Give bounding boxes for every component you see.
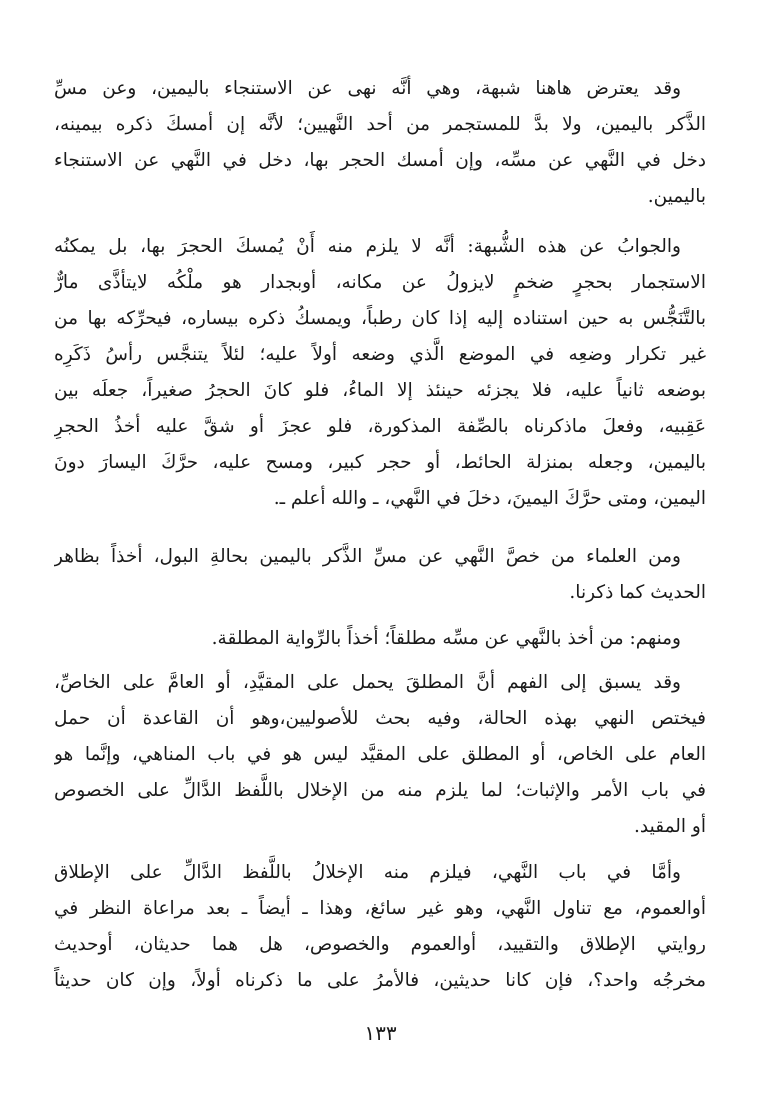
text-line: الذَّكر باليمين، ولا بدَّ للمستجمر من أحد النَّهيين؛ لأنَّه إن أمسكَ ذكره بيمينه، [54,114,706,135]
text-line: الاستجمار بحجرٍ ضخمٍ لايزولُ عن مكانه، أوبجدار هو ملْكُه لايتأذَّى مارٌّ [54,272,706,293]
text-line: العام على الخاص، أو المطلق على المقيَّد ليس هو في باب المناهي، وإنَّما هو [54,744,706,765]
text-line: دخل في النَّهي عن مسِّه، وإن أمسك الحجر بها، دخل في النَّهي عن الاستنجاء [54,150,706,171]
text-line: ومن العلماء من خصَّ النَّهي عن مسِّ الذَّكر باليمين بحالةِ البول، أخذاً بظاهر [54,546,681,567]
text-line: بالتَّنَجُّس به حين استناده إليه إذا كان رطباً، ويمسكُ ذكره بيساره، فيحرِّكه بها من [54,308,706,329]
text-line: وأمَّا في باب النَّهي، فيلزم منه الإخلالُ باللَّفظ الدَّالِّ على الإطلاق [54,862,681,883]
text-line: روايتي الإطلاق والتقييد، أوالعموم والخصوص، هل هما حديثان، أوحديث [54,934,706,955]
page-number: ١٣٣ [364,1021,397,1045]
text-line: اليمين، ومتى حرَّكَ اليمينَ، دخلَ في النَّهي، ـ والله أعلم ـ. [273,488,706,509]
text-line: عَقِبيه، وفعلَ ماذكرناه بالصِّفة المذكورة، فلو عجزَ أو شقَّ عليه أخذُ الحجرِ [54,416,706,437]
text-line: غير تكرار وضعِه في الموضع الَّذي وضعه أولاً عليه؛ لئلاً يتنجَّس رأسُ ذَكَرِه [54,344,706,365]
text-line: باليمين. [647,186,706,207]
text-line: والجوابُ عن هذه الشُّبهة: أنَّه لا يلزم منه أَنْ يُمسكَ الحجرَ بها، بل يمكنُه [54,236,681,257]
text-line: وقد يعترض هاهنا شبهة، وهي أنَّه نهى عن الاستنجاء باليمين، وعن مسِّ [54,78,681,99]
text-line: مخرجُه واحد؟، فإن كانا حديثين، فالأمرُ على ما ذكرناه أولاً، وإن كان حديثاً [54,970,706,991]
text-line: بوضعه ثانياً عليه، فلا يجزئه حينئذ إلا الماءُ، فلو كانَ الحجرُ صغيراً، جعلَه بين [54,380,706,401]
text-line: الحديث كما ذكرنا. [569,582,706,603]
text-line: أوالعموم، مع تناول النَّهي، وهو غير سائغ، وهذا ـ أيضاً ـ بعد مراعاة النظر في [54,898,706,919]
text-line: وقد يسبق إلى الفهم أنَّ المطلقَ يحمل على المقيَّدِ، أو العامَّ على الخاصِّ، [54,672,681,693]
text-line: أو المقيد. [634,816,706,837]
text-line: ومنهم: من أخذ بالنَّهي عن مسِّه مطلقاً؛ أخذاً بالرِّواية المطلقة. [211,628,681,649]
text-line: فيختص النهي بهذه الحالة، وفيه بحث للأصوليين،وهو أن القاعدة أن حمل [54,708,706,729]
text-line: في باب الأمر والإثبات؛ لما يلزم منه من الإخلال باللَّفظ الدَّالِّ على الخصوص [54,780,706,801]
text-line: باليمين، وجعله بمنزلة الحائط، أو حجر كبير، ومسح عليه، حرَّكَ اليسارَ دونَ [54,452,706,473]
